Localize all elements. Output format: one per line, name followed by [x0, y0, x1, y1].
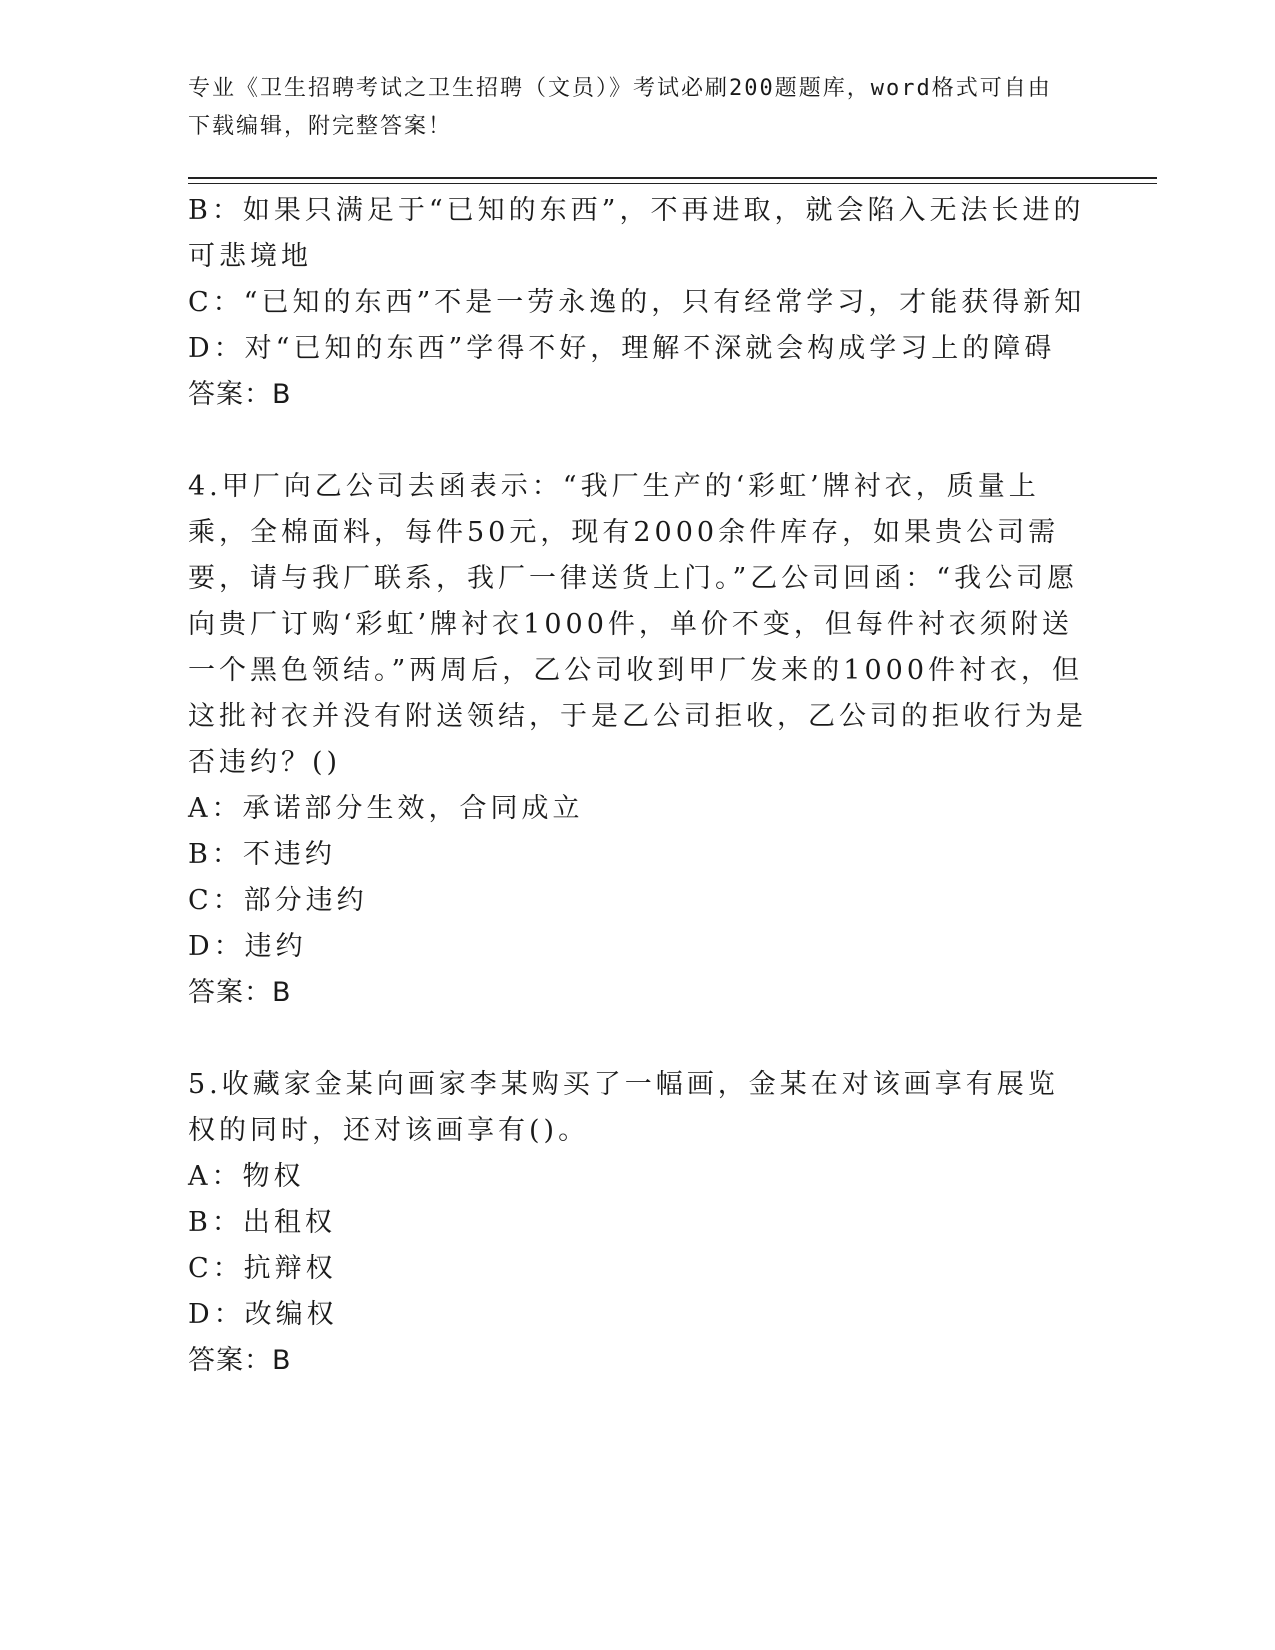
question-4-option-c: C：部分违约	[188, 885, 368, 916]
header-divider-thin	[188, 183, 1157, 184]
question-5-option-c: C：抗辩权	[188, 1253, 337, 1284]
question-4-option-d: D：违约	[188, 931, 307, 962]
question-3-option-d: D：对“已知的东西”学得不好，理解不深就会构成学习上的障碍	[188, 333, 1056, 364]
question-3-option-c: C：“已知的东西”不是一劳永逸的，只有经常学习，才能获得新知	[188, 287, 1086, 318]
question-5-option-b: B：出租权	[188, 1207, 336, 1238]
question-5	[188, 1062, 1088, 1384]
spacer	[188, 418, 1088, 464]
question-5-stem: 5.收藏家金某向画家李某购买了一幅画，金某在对该画享有展览权的同时，还对该画享有()。	[188, 1069, 1059, 1146]
question-3-answer: 答案：B	[188, 379, 292, 410]
question-4-answer: 答案：B	[188, 977, 292, 1008]
question-3-option-b: B：如果只满足于“已知的东西”，不再进取，就会陷入无法长进的可悲境地	[188, 195, 1085, 272]
question-4-stem: 4.甲厂向乙公司去函表示：“我厂生产的‘彩虹’牌衬衣，质量上乘，全棉面料，每件50元，现有2000余件库存，如果贵公司需要，请与我厂联系，我厂一律送货上门。”乙公司回函：“我公司愿向贵厂订购‘彩虹’牌衬衣1000件，单价不变，但每件衬衣须附送一个黑色领结。”两周后，乙公司收到甲厂发来的1000件衬衣，但这批衬衣并没有附送领结，于是乙公司拒收，乙公司的拒收行为是否违约？()	[188, 471, 1087, 778]
question-4-option-b: B：不违约	[188, 839, 336, 870]
question-5-option-a: A：物权	[188, 1161, 305, 1192]
question-4-option-a: A：承诺部分生效，合同成立	[188, 793, 584, 824]
question-3-continued	[188, 188, 1088, 418]
header-divider-thick	[188, 177, 1157, 179]
spacer	[188, 1016, 1088, 1062]
document-header: 专业《卫生招聘考试之卫生招聘（文员）》考试必刷200题题库，word格式可自由下载编辑，附完整答案！	[188, 76, 1052, 139]
question-5-option-d: D：改编权	[188, 1299, 338, 1330]
question-5-answer: 答案：B	[188, 1345, 292, 1376]
question-content	[188, 188, 1088, 1384]
question-4	[188, 464, 1088, 1016]
